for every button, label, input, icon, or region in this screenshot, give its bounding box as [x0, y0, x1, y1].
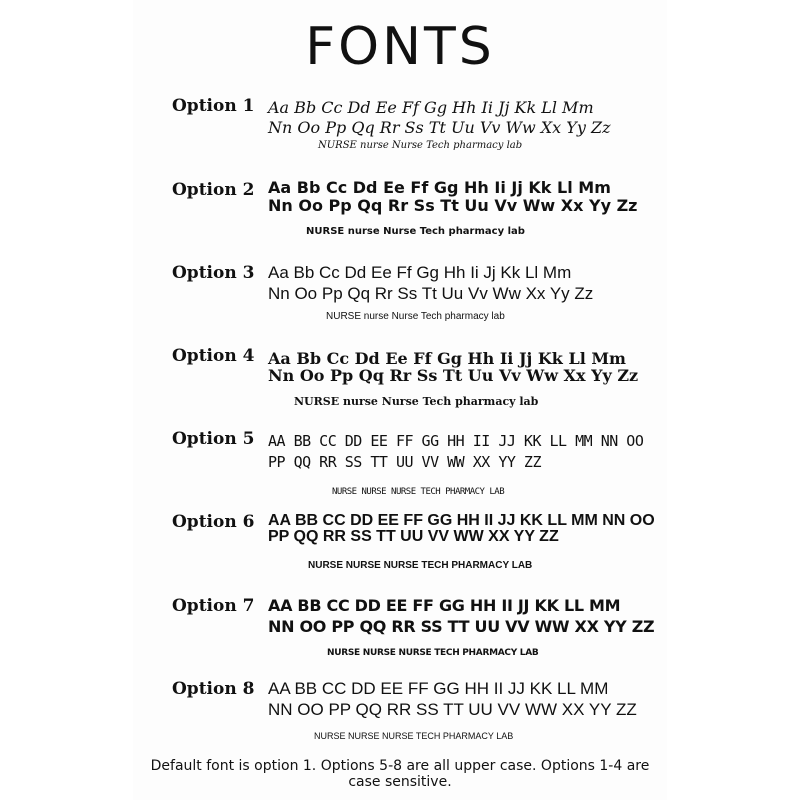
font-option-4 [172, 346, 639, 426]
sample-text: NURSE nurse Nurse Tech pharmacy lab [294, 395, 539, 408]
font-option-7 [172, 596, 655, 676]
font-option-1 [172, 96, 632, 176]
option-label: Option 3 [172, 263, 255, 283]
alphabet-line-2: PP QQ RR SS TT UU VV WW XX YY ZZ [268, 528, 559, 545]
font-option-8 [172, 679, 637, 759]
alphabet-line-1: Aa Bb Cc Dd Ee Ff Gg Hh Ii Jj Kk Ll Mm [268, 349, 626, 368]
sample-text: NURSE nurse Nurse Tech pharmacy lab [326, 311, 505, 322]
alphabet-line-1: Aa Bb Cc Dd Ee Ff Gg Hh Ii Jj Kk Ll Mm [268, 263, 572, 282]
sample-text: NURSE NURSE NURSE TECH PHARMACY LAB [332, 487, 505, 497]
page-title: FONTS [305, 17, 495, 77]
option-label: Option 7 [172, 596, 255, 616]
sample-text: NURSE NURSE NURSE TECH PHARMACY LAB [314, 731, 514, 741]
font-option-5 [172, 429, 644, 509]
option-label: Option 8 [172, 679, 255, 699]
sample-text: NURSE NURSE NURSE TECH PHARMACY LAB [327, 648, 539, 658]
option-label: Option 1 [172, 96, 255, 116]
alphabet-line-2: Nn Oo Pp Qq Rr Ss Tt Uu Vv Ww Xx Yy Zz [268, 196, 638, 215]
font-option-3 [172, 263, 632, 343]
option-label: Option 6 [172, 512, 255, 532]
alphabet-line-2: Nn Oo Pp Qq Rr Ss Tt Uu Vv Ww Xx Yy Zz [268, 284, 594, 303]
alphabet-line-2: Nn Oo Pp Qq Rr Ss Tt Uu Vv Ww Xx Yy Zz [268, 366, 639, 385]
footer-note: Default font is option 1. Options 5-8 are all upper case. Options 1-4 are case sensitive. [150, 758, 650, 790]
option-label: Option 4 [172, 346, 255, 366]
alphabet-line-1: AA BB CC DD EE FF GG HH II JJ KK LL MM NN OO [268, 432, 644, 450]
alphabet-line-1: AA BB CC DD EE FF GG HH II JJ KK LL MM [268, 596, 621, 615]
alphabet-line-2: PP QQ RR SS TT UU VV WW XX YY ZZ [268, 453, 541, 471]
alphabet-line-2: NN OO PP QQ RR SS TT UU VV WW XX YY ZZ [268, 700, 637, 719]
font-option-2 [172, 178, 638, 260]
sample-text: NURSE nurse Nurse Tech pharmacy lab [318, 140, 523, 151]
alphabet-line-2: Nn Oo Pp Qq Rr Ss Tt Uu Vv Ww Xx Yy Zz [268, 118, 611, 137]
option-label: Option 5 [172, 429, 255, 449]
font-option-6 [172, 512, 655, 592]
option-label: Option 2 [172, 180, 255, 200]
alphabet-line-1: AA BB CC DD EE FF GG HH II JJ KK LL MM NN OO [268, 512, 655, 529]
alphabet-line-1: AA BB CC DD EE FF GG HH II JJ KK LL MM [268, 679, 609, 698]
alphabet-line-2: NN OO PP QQ RR SS TT UU VV WW XX YY ZZ [268, 617, 655, 636]
sample-text: NURSE nurse Nurse Tech pharmacy lab [306, 226, 525, 237]
alphabet-line-1: Aa Bb Cc Dd Ee Ff Gg Hh Ii Jj Kk Ll Mm [268, 178, 611, 197]
sample-text: NURSE NURSE NURSE TECH PHARMACY LAB [308, 560, 533, 571]
alphabet-line-1: Aa Bb Cc Dd Ee Ff Gg Hh Ii Jj Kk Ll Mm [268, 98, 594, 117]
